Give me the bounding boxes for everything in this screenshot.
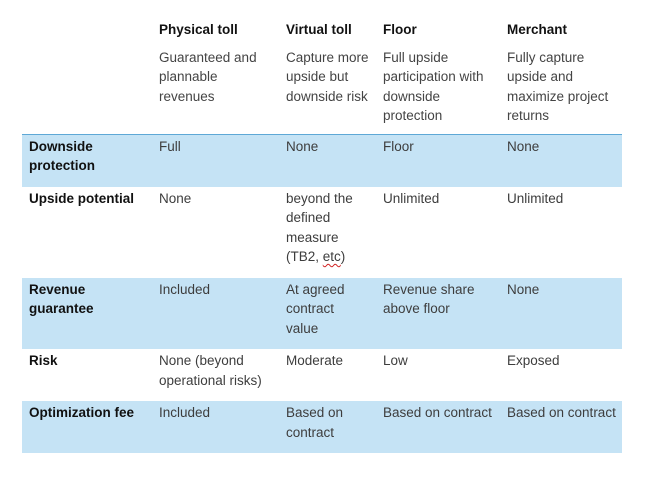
description-corner-cell (22, 48, 152, 135)
table-row (22, 187, 622, 278)
column-header-virtual-toll: Virtual toll (286, 22, 352, 37)
comparison-table-container (22, 17, 622, 453)
table-body (22, 134, 622, 453)
cell-virtual-toll: Based on contract (279, 401, 376, 453)
table-header (22, 17, 622, 134)
description-virtual-toll: Capture more upside but downside risk (286, 49, 369, 104)
comparison-table (22, 17, 622, 453)
cell-physical-toll: Full (152, 134, 279, 187)
description-merchant: Fully capture upside and maximize project returns (507, 49, 609, 123)
cell-floor: Revenue share above floor (376, 278, 500, 350)
cell-physical-toll: None (159, 190, 192, 206)
row-label-upside-potential: Upside potential (29, 190, 135, 206)
description-physical-toll: Guaranteed and plannable revenues (159, 49, 257, 104)
cell-merchant: Exposed (507, 353, 560, 368)
cell-merchant: None (500, 278, 622, 350)
row-label-downside-protection: Downside protection (22, 134, 152, 187)
column-header-merchant: Merchant (507, 22, 568, 37)
row-label-revenue-guarantee: Revenue guarantee (22, 278, 152, 350)
cell-merchant: None (500, 134, 622, 187)
cell-floor: Unlimited (383, 190, 440, 206)
cell-physical-toll: None (beyond operational risks) (159, 353, 262, 388)
column-header-physical-toll: Physical toll (159, 22, 238, 37)
cell-merchant: Unlimited (507, 190, 564, 206)
table-row (22, 278, 622, 350)
description-floor: Full upside participation with downside protection (383, 49, 484, 123)
table-row (22, 349, 622, 401)
spellcheck-underline: etc (322, 249, 341, 264)
table-row (22, 134, 622, 187)
table-row (22, 401, 622, 453)
cell-floor: Based on contract (376, 401, 500, 453)
header-row (22, 17, 622, 48)
row-label-optimization-fee: Optimization fee (22, 401, 152, 453)
cell-virtual-toll: At agreed contract value (279, 278, 376, 350)
cell-floor: Low (383, 353, 408, 368)
cell-virtual-toll: None (279, 134, 376, 187)
description-row (22, 48, 622, 135)
cell-merchant: Based on contract (500, 401, 622, 453)
cell-physical-toll: Included (152, 278, 279, 350)
cell-physical-toll: Included (152, 401, 279, 453)
cell-virtual-toll: Moderate (286, 353, 344, 368)
cell-floor: Floor (376, 134, 500, 187)
header-corner-cell (22, 17, 152, 48)
row-label-risk: Risk (29, 353, 58, 368)
cell-virtual-toll: beyond the defined measure (TB2, etc) (286, 190, 353, 264)
column-header-floor: Floor (383, 22, 417, 37)
